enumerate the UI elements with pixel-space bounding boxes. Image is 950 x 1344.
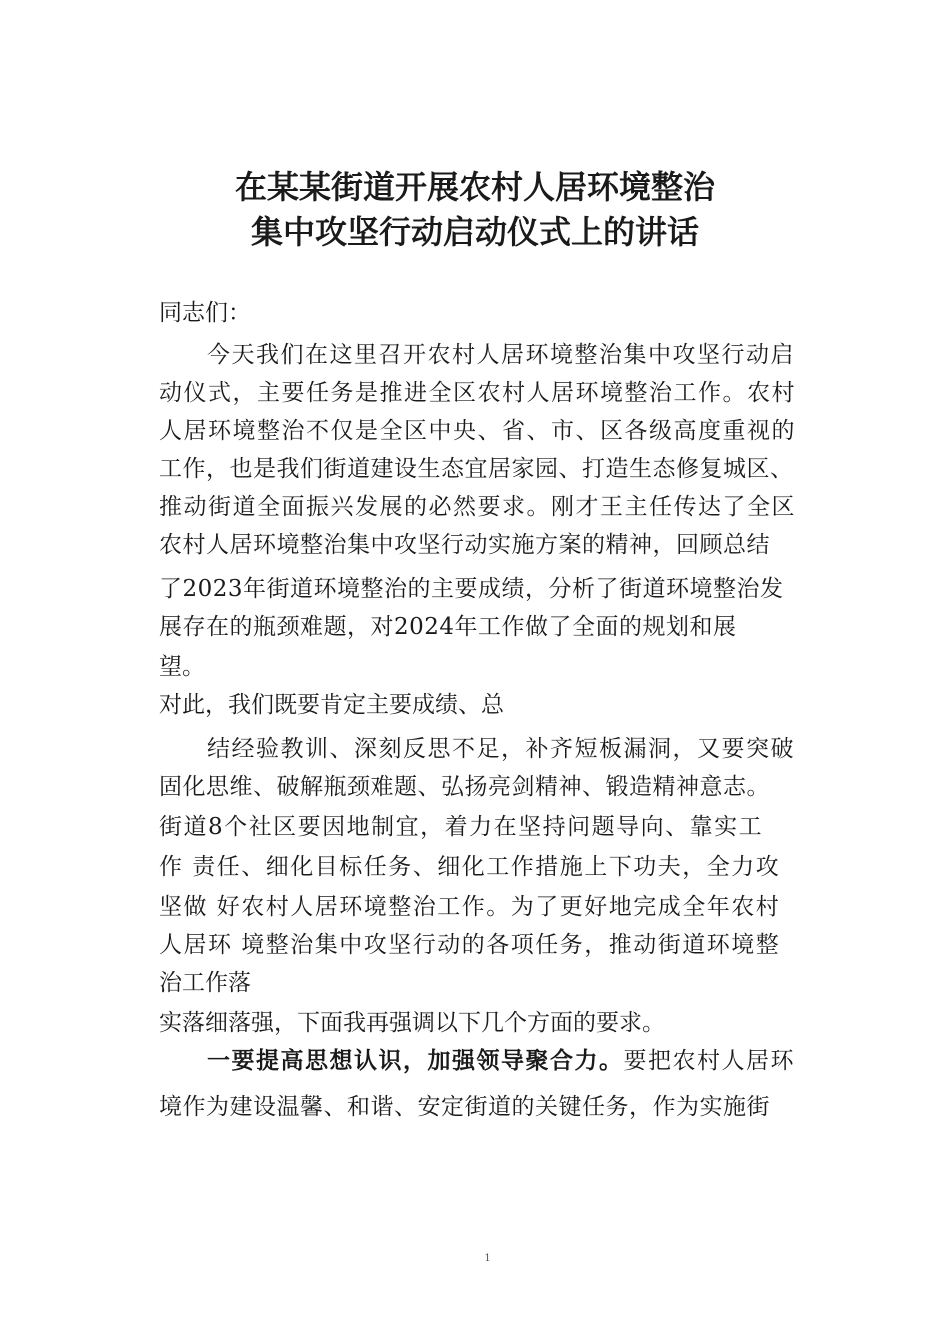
section1-line	[207, 1046, 795, 1076]
body-line: 治工作落	[159, 970, 251, 996]
body-line: 人居环境整治不仅是全区中央、省、市、区各级高度重视的	[159, 418, 796, 444]
salutation: 同志们：	[159, 300, 251, 326]
body-line: 境作为建设温馨、和谐、安定街道的关键任务，作为实施街	[159, 1094, 770, 1120]
body-line: 动仪式，主要任务是推进全区农村人居环境整治工作。农村	[159, 380, 796, 406]
page-number: 1	[484, 1253, 491, 1264]
document-title-line2: 集中攻坚行动启动仪式上的讲话	[250, 213, 699, 251]
body-line: 了2023年街道环境整治的主要成绩，分析了街道环境整治发	[159, 576, 784, 602]
body-line: 对此，我们既要肯定主要成绩、总	[159, 692, 504, 718]
body-line: 街道8个社区要因地制宜，着力在坚持问题导向、靠实工	[159, 814, 764, 840]
body-line: 农村人居环境整治集中攻坚行动实施方案的精神，回顾总结	[159, 532, 770, 558]
body-line: 实落细落强，下面我再强调以下几个方面的要求。	[159, 1010, 665, 1036]
document-title-line1: 在某某街道开展农村人居环境整治	[234, 168, 715, 206]
body-line: 坚做 好农村人居环境整治工作。为了更好地完成全年农村	[159, 894, 781, 920]
body-line: 推动街道全面振兴发展的必然要求。刚才王主任传达了全区	[159, 494, 796, 520]
body-line: 人居环 境整治集中攻坚行动的各项任务，推动街道环境整	[159, 932, 781, 958]
section1-heading: 一要提高思想认识，加强领导聚合力。	[207, 1047, 624, 1074]
section1-text: 要把农村人居环	[623, 1048, 795, 1074]
body-line: 工作，也是我们街道建设生态宜居家园、打造生态修复城区、	[159, 456, 794, 482]
body-line: 结经验教训、深刻反思不足，补齐短板漏洞，又要突破	[207, 736, 795, 762]
body-line: 展存在的瓶颈难题，对2024年工作做了全面的规划和展	[159, 614, 737, 640]
body-line: 作 责任、细化目标任务、细化工作措施上下功夫，全力攻	[159, 854, 781, 880]
body-line: 今天我们在这里召开农村人居环境整治集中攻坚行动启	[207, 342, 795, 368]
body-line: 望。	[159, 654, 205, 680]
body-line: 固化思维、破解瓶颈难题、弘扬亮剑精神、锻造精神意志。	[159, 774, 770, 800]
